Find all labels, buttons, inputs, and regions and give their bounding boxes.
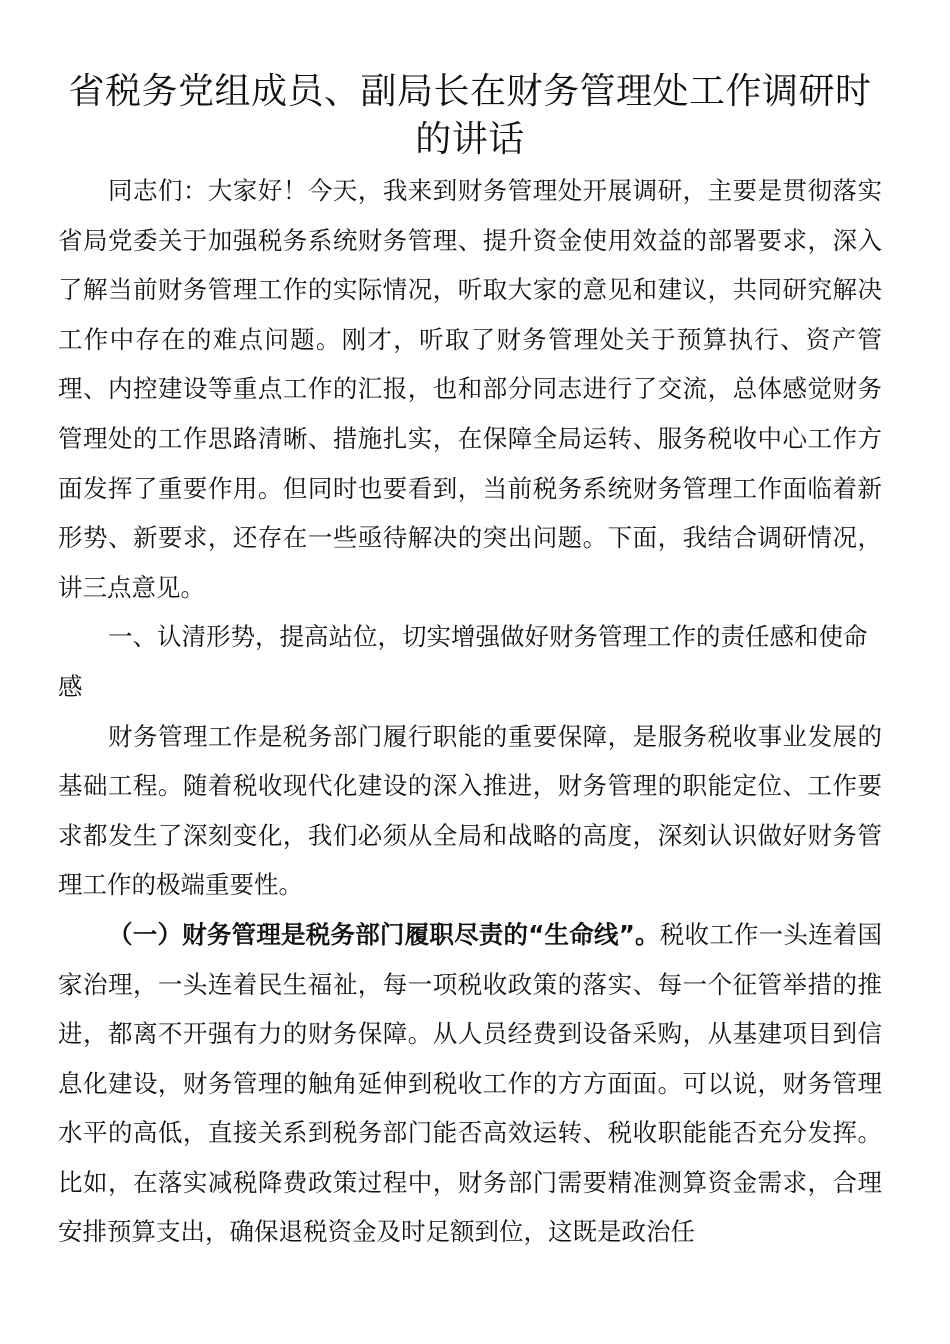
subsection-1-lead: （一）财务管理是税务部门履职尽责的“生命线”。 xyxy=(108,919,660,949)
document-body xyxy=(58,166,882,1257)
opening-paragraph: 同志们：大家好！今天，我来到财务管理处开展调研，主要是贯彻落实省局党委关于加强税务系统财务管理、提升资金使用效益的部署要求，深入了解当前财务管理工作的实际情况，听取大家的意见和建议，共同研究解决工作中存在的难点问题。刚才，听取了财务管理处关于预算执行、资产管理、内控建设等重点工作的汇报，也和部分同志进行了交流，总体感觉财务管理处的工作思路清晰、措施扎实，在保障全局运转、服务税收中心工作方面发挥了重要作用。但同时也要看到，当前税务系统财务管理工作面临着新形势、新要求，还存在一些亟待解决的突出问题。下面，我结合调研情况，讲三点意见。 xyxy=(58,176,882,602)
subsection-1-paragraph xyxy=(58,910,882,1257)
subsection-1-body: 税收工作一头连着国家治理，一头连着民生福祉，每一项税收政策的落实、每一个征管举措的推进，都离不开强有力的财务保障。从人员经费到设备采购，从基建项目到信息化建设，财务管理的触角延伸到税收工作的方方面面。可以说，财务管理水平的高低，直接关系到税务部门能否高效运转、税收职能能否充分发挥。比如，在落实减税降费政策过程中，财务部门需要精准测算资金需求，合理安排预算支出，确保退税资金及时足额到位，这既是政治任 xyxy=(58,919,883,1247)
section-1-intro-paragraph: 财务管理工作是税务部门履行职能的重要保障，是服务税收事业发展的基础工程。随着税收现代化建设的深入推进，财务管理的职能定位、工作要求都发生了深刻变化，我们必须从全局和战略的高度，深刻认识做好财务管理工作的极端重要性。 xyxy=(58,721,882,900)
section-1-heading: 一、认清形势，提高站位，切实增强做好财务管理工作的责任感和使命感 xyxy=(58,622,868,701)
document-title: 省税务党组成员、副局长在财务管理处工作调研时的讲话 xyxy=(68,71,872,160)
